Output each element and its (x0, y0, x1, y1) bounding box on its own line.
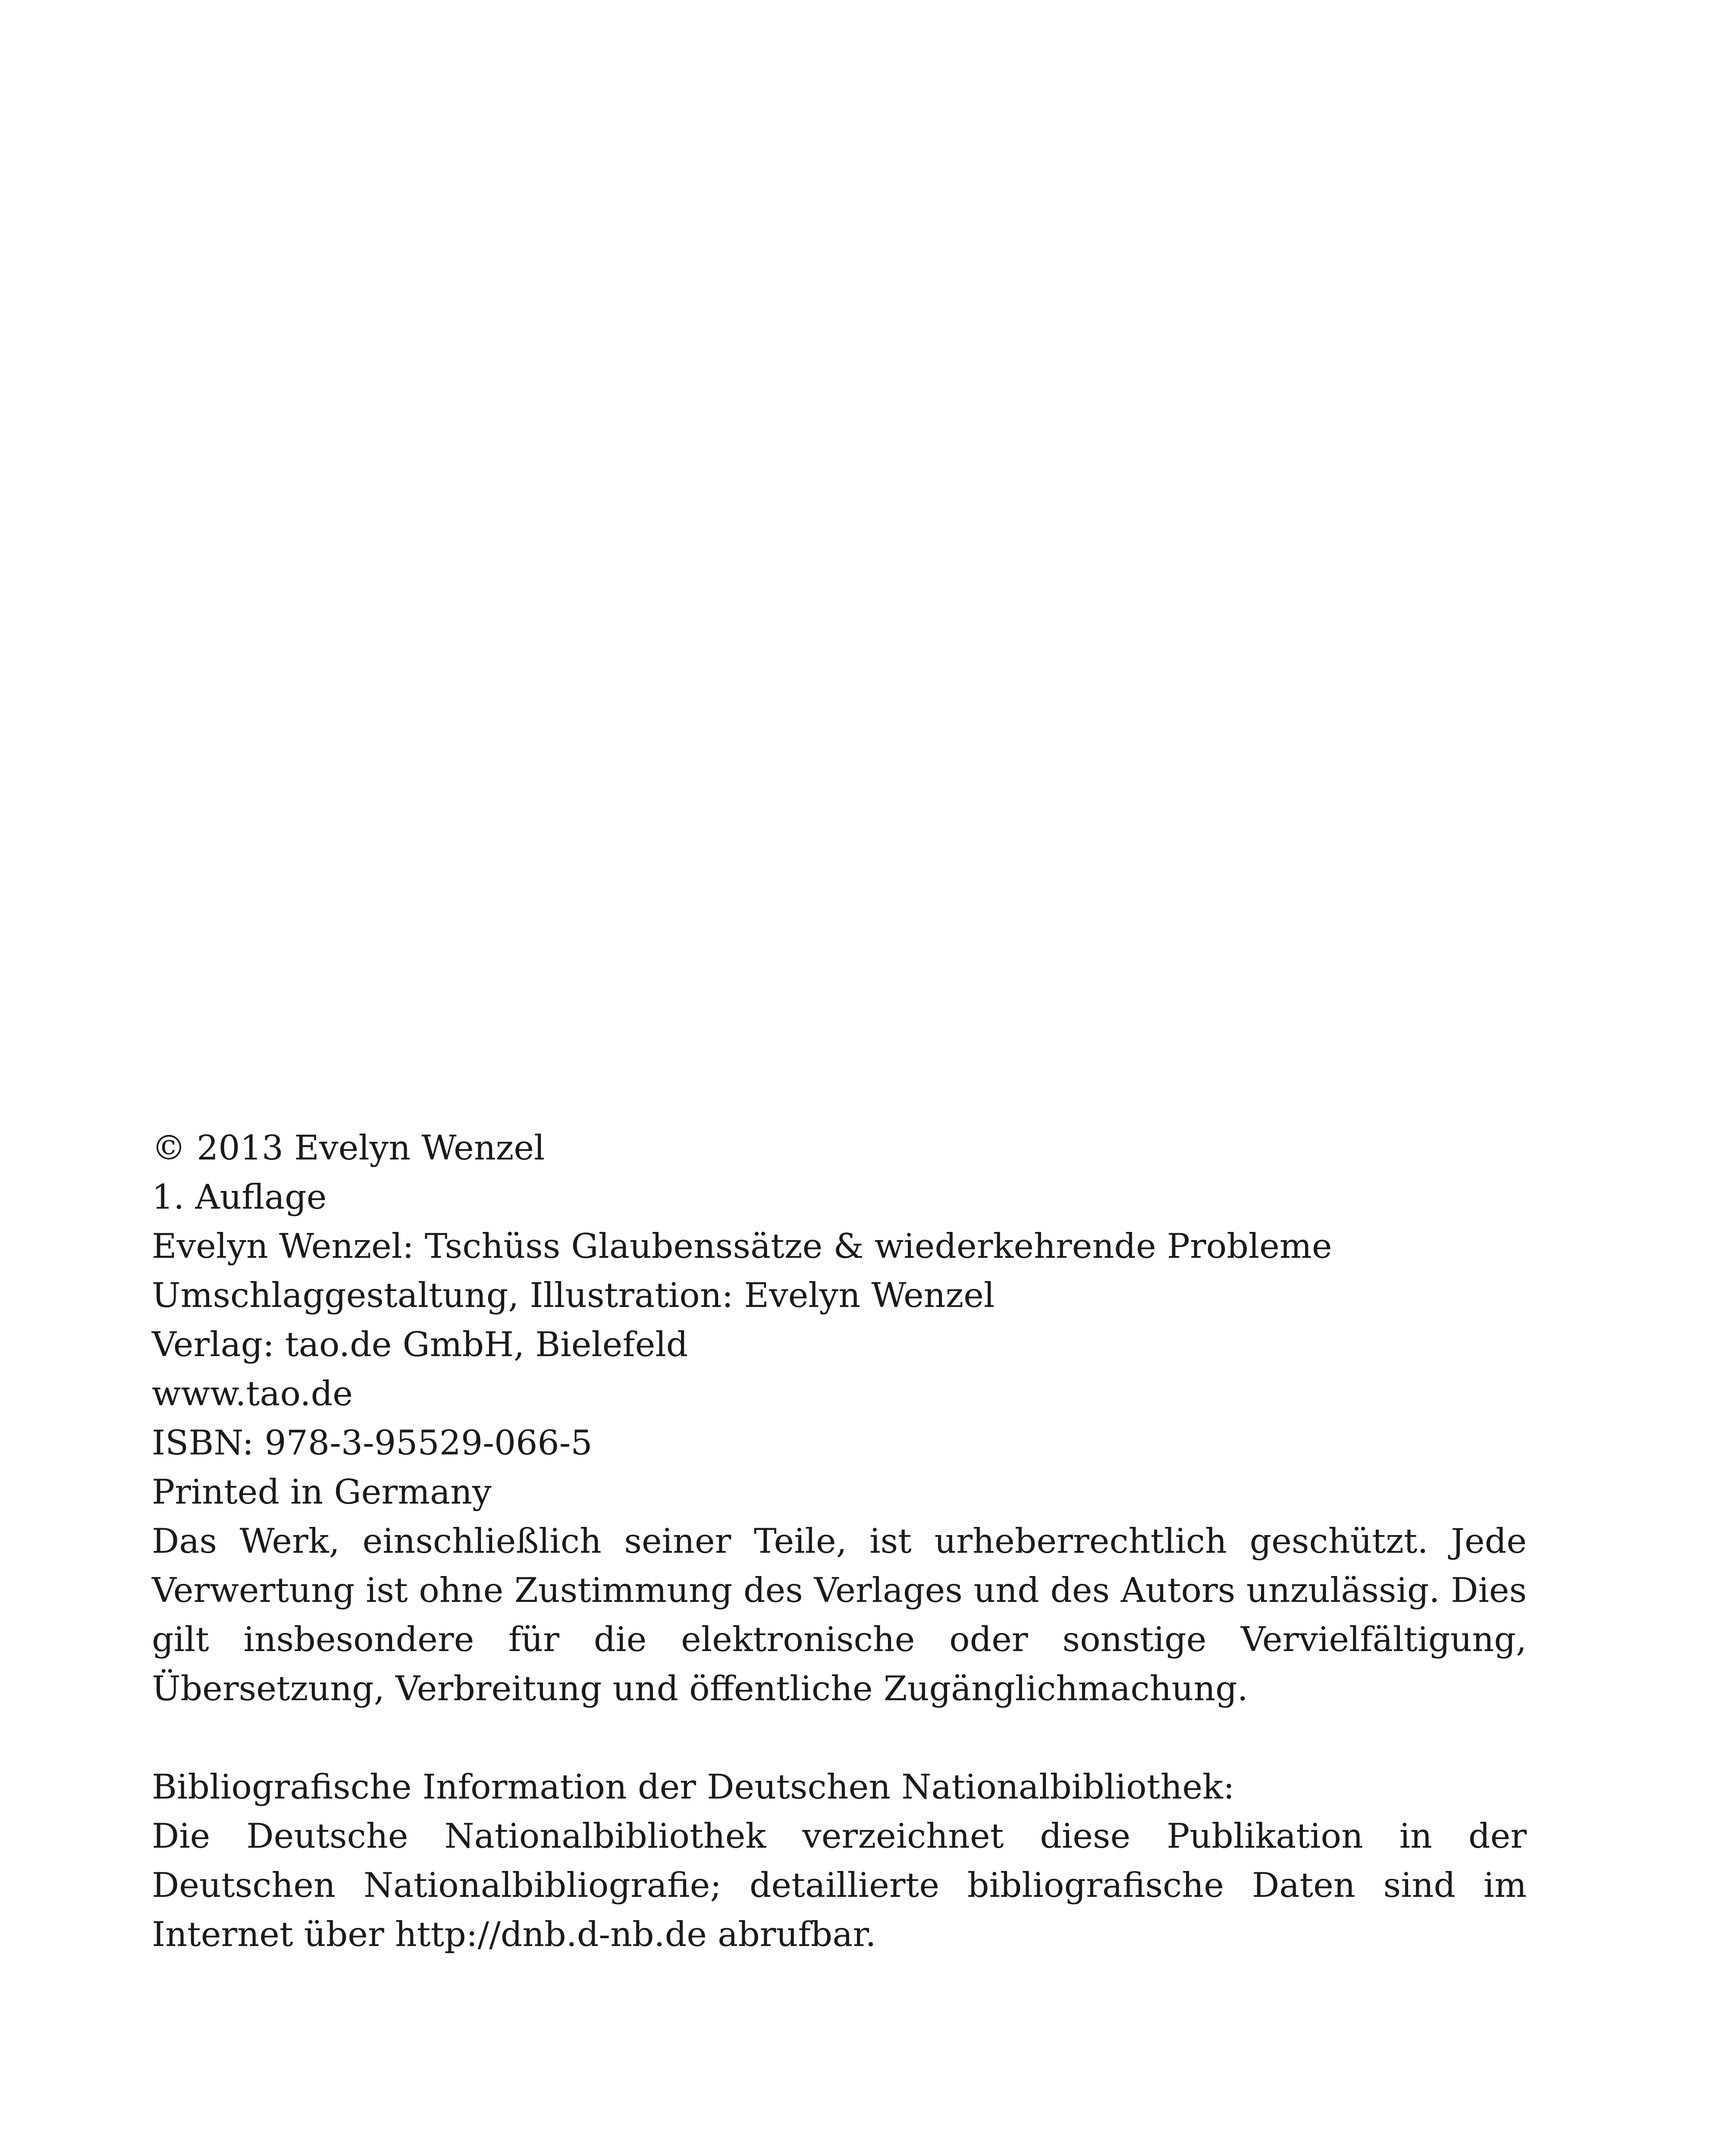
copyright-notice: © 2013 Evelyn Wenzel (152, 1128, 545, 1168)
paragraph-spacer (152, 1713, 1527, 1762)
cover-credit: Umschlaggestaltung, Illustration: Evelyn Wenzel (152, 1275, 995, 1315)
bibliographic-paragraph: Die Deutsche Nationalbibliothek verzeichnet diese Publikation in der Deutschen Nationalbibliografie; detaillierte bibliografische Daten sind im Internet über http://dnb.d-nb.de abrufbar. (152, 1816, 1527, 1954)
printed-in-line: Printed in Germany (152, 1472, 492, 1512)
imprint-block (152, 1123, 1527, 1959)
book-title-line: Evelyn Wenzel: Tschüss Glaubenssätze & wiederkehrende Probleme (152, 1226, 1332, 1266)
edition-label: 1. Auflage (152, 1177, 327, 1217)
bibliographic-heading: Bibliografische Information der Deutschen Nationalbibliothek: (152, 1767, 1235, 1807)
isbn-line: ISBN: 978-3-95529-066-5 (152, 1423, 593, 1463)
publisher-website: www.tao.de (152, 1374, 353, 1413)
publisher-line: Verlag: tao.de GmbH, Bielefeld (152, 1325, 688, 1364)
copyright-rights-paragraph: Das Werk, einschließlich seiner Teile, ist urheberrechtlich geschützt. Jede Verwertung ist ohne Zustimmung des Verlages und des Autors unzulässig. Dies gilt insbesondere für die elektronische oder sonstige Vervielfältigung, Übersetzung, Verbreitung und öffentliche Zugänglichmachung. (152, 1521, 1527, 1708)
